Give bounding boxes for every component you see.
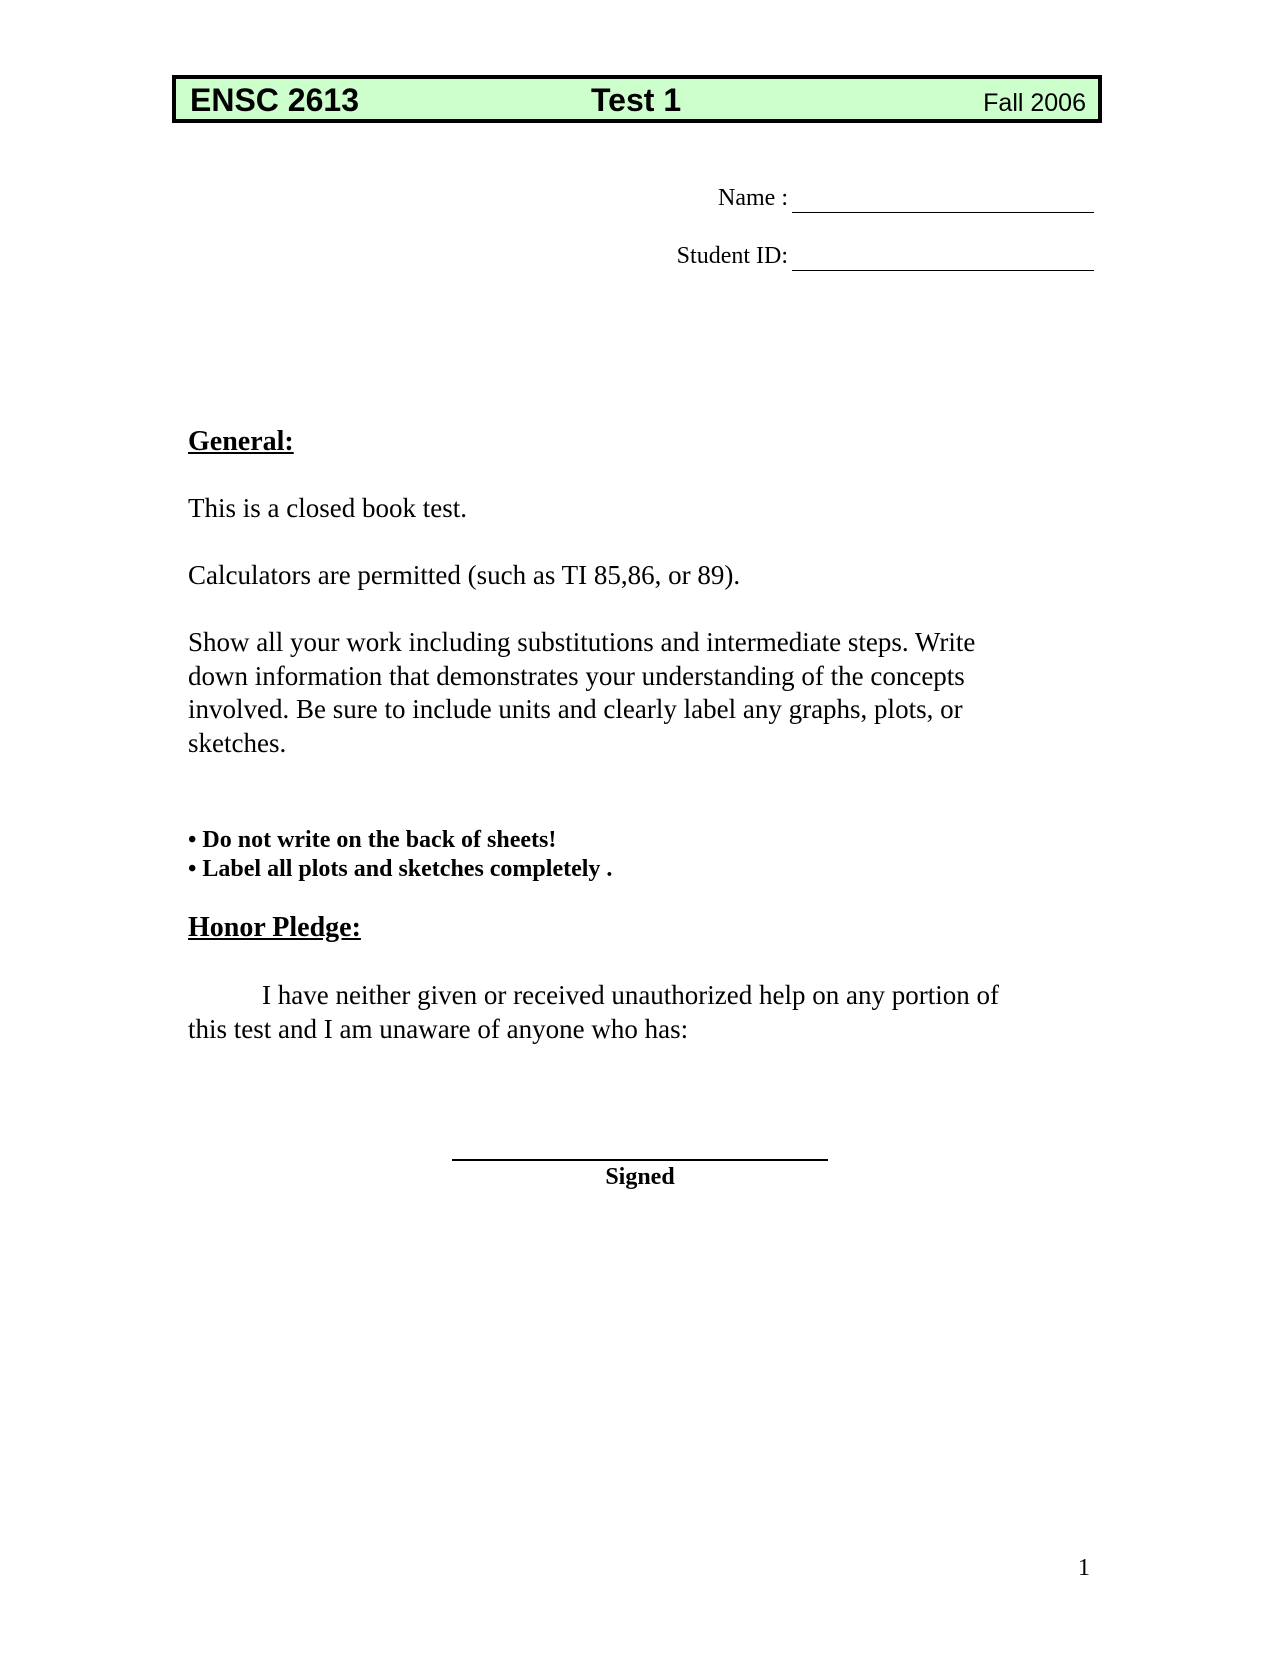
name-blank-line[interactable]	[792, 212, 1094, 213]
honor-pledge-line: I have neither given or received unauthorized help on any portion of	[262, 980, 999, 1010]
signature-label: Signed	[605, 1164, 675, 1190]
instructions-line: involved. Be sure to include units and clearly label any graphs, plots, or	[188, 694, 963, 724]
page-number: 1	[1078, 1555, 1090, 1581]
term-label: Fall 2006	[983, 89, 1086, 117]
calculator-text: Calculators are permitted (such as TI 85,86, or 89).	[188, 560, 741, 590]
instructions-line: down information that demonstrates your understanding of the concepts	[188, 660, 965, 691]
instructions-line: Show all your work including substitutions and intermediate steps. Write	[188, 627, 976, 657]
exam-header-banner	[172, 75, 1102, 123]
student-id-label: Student ID:	[676, 243, 788, 269]
rule-label-plots: • Label all plots and sketches completely .	[188, 856, 613, 882]
rule-no-back-of-sheets: • Do not write on the back of sheets!	[188, 827, 557, 853]
closed-book-text: This is a closed book test.	[188, 493, 467, 523]
honor-pledge-line: this test and I am unaware of anyone who has:	[188, 1013, 689, 1044]
instructions-line: sketches.	[188, 727, 287, 758]
name-label: Name :	[718, 185, 788, 211]
test-title: Test 1	[591, 82, 682, 118]
honor-pledge-text	[188, 979, 1078, 1046]
instructions-paragraph	[188, 626, 1068, 760]
signature-line[interactable]	[452, 1159, 828, 1161]
general-heading: General:	[188, 426, 294, 457]
honor-pledge-heading: Honor Pledge:	[188, 912, 361, 943]
course-code: ENSC 2613	[190, 82, 359, 118]
student-id-blank-line[interactable]	[792, 270, 1094, 271]
